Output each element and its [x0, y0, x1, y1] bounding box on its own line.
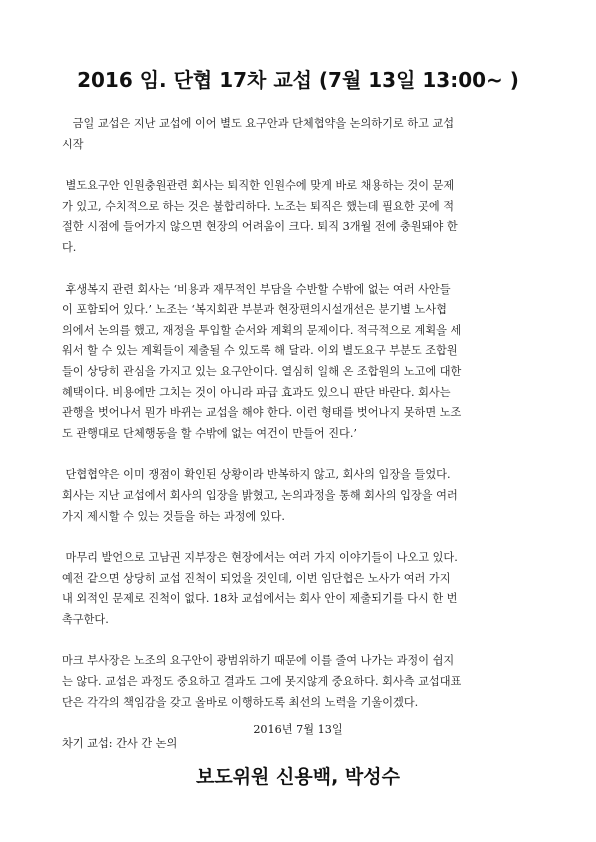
text-line: 내 외적인 문제로 진척이 없다. 18차 교섭에서는 회사 안이 제출되기를 다시 한 번: [62, 592, 458, 606]
document-date: 2016년 7월 13일: [253, 723, 343, 736]
paragraph-staffing: [62, 176, 542, 258]
text-line: 다.: [62, 240, 77, 254]
text-line: 의에서 논의를 했고, 재정을 투입할 순서와 계획의 문제이다. 적극적으로 계획을 세: [62, 323, 462, 337]
paragraph-vice-president: [62, 651, 542, 713]
text-line: 촉구한다.: [62, 612, 109, 626]
reporters-signature: 보도위원 신용백, 박성수: [196, 766, 400, 788]
text-line: 도 관행대로 단체행동을 할 수밖에 없는 여건이 만들어 진다.’: [62, 426, 357, 440]
text-line: 회사는 지난 교섭에서 회사의 입장을 밝혔고, 논의과정을 통해 회사의 입장을 여러: [62, 488, 458, 502]
paragraph-closing-remarks: [62, 548, 542, 630]
text-line: 관행을 벗어나서 뭔가 바뀌는 교섭을 해야 한다. 이런 형태를 벗어나지 못하면 노조: [62, 406, 462, 420]
paragraph-next-meeting: [62, 734, 542, 755]
text-line: 단협협약은 이미 쟁점이 확인된 상황이라 반복하지 않고, 회사의 입장을 들었다.: [62, 468, 451, 482]
text-line: 단은 각각의 책임감을 갖고 올바로 이행하도록 최선의 노력을 기울이겠다.: [62, 695, 419, 709]
text-line: 별도요구안 인원충원관련 회사는 퇴직한 인원수에 맞게 바로 채용하는 것이 문제: [62, 179, 455, 193]
paragraph-collective-agreement: [62, 465, 542, 527]
text-line: 차기 교섭: 간사 간 논의: [62, 737, 178, 751]
text-line: 혜택이다. 비용에만 그치는 것이 아니라 파급 효과도 있으니 판단 바란다. 회사는: [62, 385, 451, 399]
text-line: 들이 상당히 관심을 가지고 있는 요구안이다. 열심히 일해 온 조합원의 노고에 대한: [62, 364, 462, 378]
document-title: 2016 임. 단협 17차 교섭 (7월 13일 13:00~ ): [77, 68, 519, 92]
text-line: 워서 할 수 있는 계획들이 제출될 수 있도록 해 달라. 이외 별도요구 부분도 조합원: [62, 344, 458, 358]
text-line: 가 있고, 수치적으로 하는 것은 불합리하다. 노조는 퇴직은 했는데 필요한 곳에 적: [62, 199, 455, 213]
text-line: 후생복지 관련 회사는 ‘비용과 재무적인 부담을 수반할 수밖에 없는 여러 사안들: [62, 282, 451, 296]
text-line: 마크 부사장은 노조의 요구안이 광범위하기 때문에 이를 줄여 나가는 과정이 쉽지: [62, 654, 455, 668]
paragraph-meeting-start: [62, 114, 542, 155]
text-line: 절한 시점에 들어가지 않으면 현장의 어려움이 크다. 퇴직 3개월 전에 충원돼야 한: [62, 220, 458, 234]
text-line: 는 않다. 교섭은 과정도 중요하고 결과도 그에 못지않게 중요하다. 회사측 교섭대표: [62, 675, 462, 689]
text-line: 마무리 발언으로 고남권 지부장은 현장에서는 여러 가지 이야기들이 나오고 있다.: [62, 551, 458, 565]
text-line: 예전 같으면 상당히 교섭 진척이 되었을 것인데, 이번 임단협은 노사가 여러 가지: [62, 571, 451, 585]
text-line: 금일 교섭은 지난 교섭에 이어 별도 요구안과 단체협약을 논의하기로 하고 교섭: [62, 117, 455, 130]
text-line: 이 포함되어 있다.’ 노조는 ‘복지회관 부분과 현장편의시설개선은 분기별 노사협: [62, 303, 447, 317]
text-line: 가지 제시할 수 있는 것들을 하는 과정에 있다.: [62, 509, 285, 523]
document-body: [62, 114, 542, 776]
paragraph-welfare: [62, 280, 542, 445]
text-line: 시작: [62, 137, 84, 151]
